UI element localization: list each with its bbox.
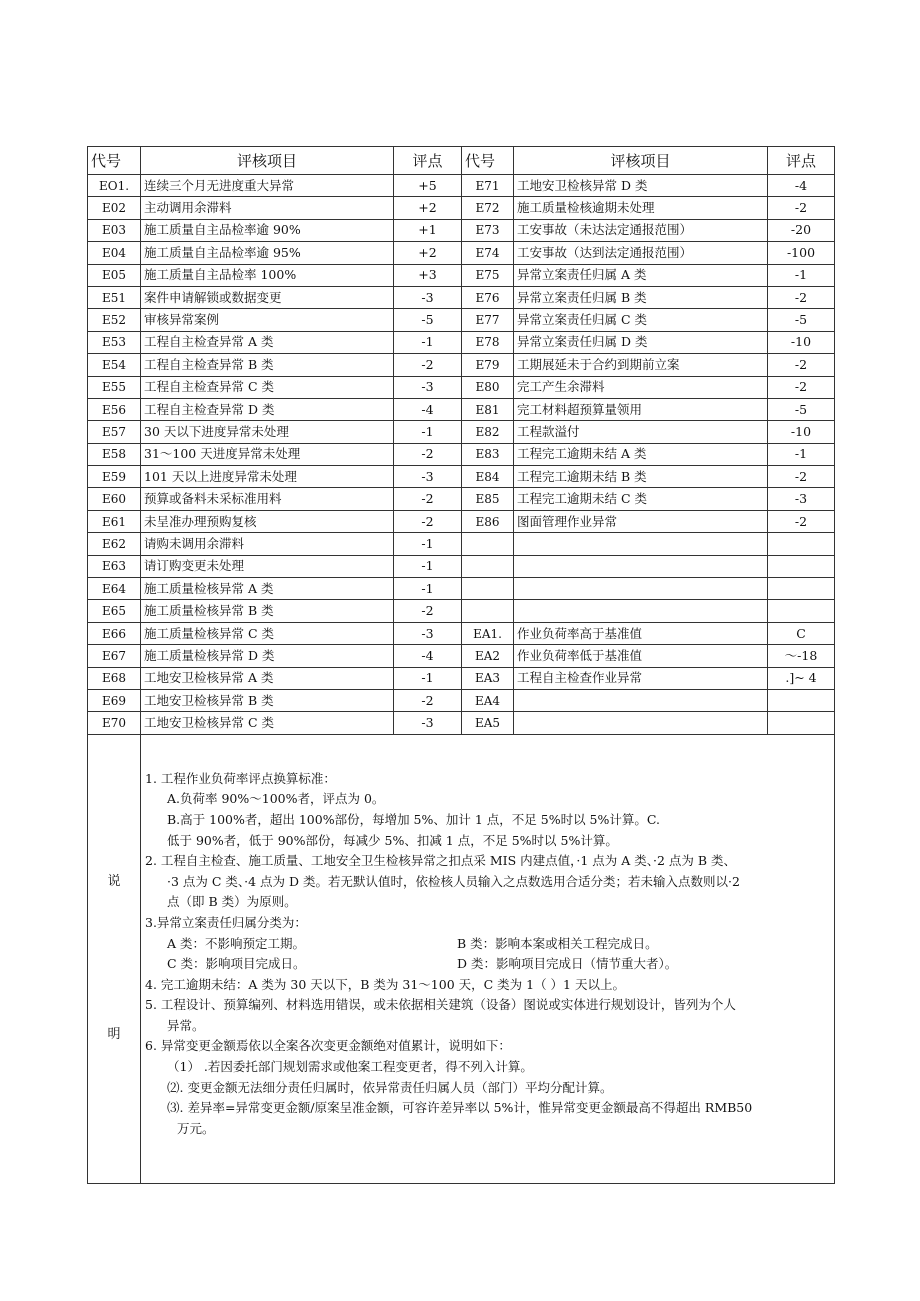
cell-item-right: 作业负荷率高于基准值 [514,622,768,644]
cell-code-right: E73 [462,219,514,241]
cell-code-right [462,578,514,600]
note-6d: 万元。 [177,1120,215,1136]
cell-code-right: E80 [462,376,514,398]
cell-item-left: 施工质量检核异常 A 类 [141,578,394,600]
table-row [88,667,835,689]
cell-score-left: -1 [394,421,462,443]
cell-item-left: 主动调用余滞料 [141,197,394,219]
cell-score-left: +2 [394,242,462,264]
cell-item-right: 异常立案责任归属 D 类 [514,331,768,353]
cell-code-right: E78 [462,331,514,353]
header-code-right: 代号 [462,147,514,175]
cell-score-right: -4 [768,175,835,197]
cell-score-right: -2 [768,466,835,488]
cell-score-left: -1 [394,667,462,689]
table-row [88,555,835,577]
cell-item-left: 未呈准办理预购复核 [141,510,394,532]
cell-code-left: E65 [88,600,141,622]
cell-code-left: E66 [88,622,141,644]
cell-item-left: 工地安卫检核异常 C 类 [141,712,394,734]
cell-score-right [768,578,835,600]
cell-item-right: 异常立案责任归属 B 类 [514,286,768,308]
cell-code-left: E70 [88,712,141,734]
cell-item-left: 请购未调用余滞料 [141,533,394,555]
cell-score-right: .]~ 4 [768,667,835,689]
cell-score-left: +2 [394,197,462,219]
cell-item-right: 工程自主检查作业异常 [514,667,768,689]
cell-score-left: -3 [394,376,462,398]
cell-score-left: -2 [394,510,462,532]
cell-item-right [514,578,768,600]
note-2: 2. 工程自主检查、施工质量、工地安全卫生检核异常之扣点采 MIS 内建点值，·1 点为 A 类、·2 点为 B 类、 [145,853,737,869]
cell-item-right: 工程完工逾期未结 B 类 [514,466,768,488]
table-row [88,443,835,465]
cell-code-right: E82 [462,421,514,443]
cell-score-left: -4 [394,645,462,667]
cell-item-right: 作业负荷率低于基准值 [514,645,768,667]
table-row [88,242,835,264]
cell-score-left: -1 [394,533,462,555]
table-row [88,600,835,622]
cell-code-right: E71 [462,175,514,197]
note-2c: 点（即 B 类）为原则。 [167,894,297,910]
cell-item-left: 预算或备料未采标准用料 [141,488,394,510]
cell-score-right: -100 [768,242,835,264]
header-item-right: 评核项目 [514,147,768,175]
table-row [88,488,835,510]
table-row [88,197,835,219]
cell-score-left: -2 [394,488,462,510]
cell-item-right: 工程完工逾期未结 A 类 [514,443,768,465]
cell-item-left: 31～100 天进度异常未处理 [141,443,394,465]
cell-score-right [768,533,835,555]
cell-item-left: 连续三个月无进度重大异常 [141,175,394,197]
note-6a: （1） .若因委托部门规划需求或他案工程变更者，得不列入计算。 [167,1059,533,1075]
cell-item-right: 工程完工逾期未结 C 类 [514,488,768,510]
note-2b: ·3 点为 C 类、·4 点为 D 类。若无默认值时，依检核人员输入之点数选用合适分类；若未输入点数则以·2 [167,873,740,889]
cell-score-left: -1 [394,578,462,600]
cell-item-right: 完工产生余滞料 [514,376,768,398]
evaluation-table [87,146,835,1184]
cell-score-left: -3 [394,622,462,644]
note-3: 3.异常立案责任归属分类为： [145,914,307,930]
cell-score-right [768,600,835,622]
cell-item-right: 图面管理作业异常 [514,510,768,532]
cell-score-right: -5 [768,309,835,331]
cell-item-left: 案件申请解锁或数据变更 [141,286,394,308]
cell-score-left: -2 [394,600,462,622]
cell-code-right: E85 [462,488,514,510]
cell-code-left: E04 [88,242,141,264]
cell-code-left: E55 [88,376,141,398]
cell-score-right: -5 [768,398,835,420]
cell-item-left: 工程自主检查异常 C 类 [141,376,394,398]
table-row [88,510,835,532]
table-row [88,533,835,555]
cell-score-right: -2 [768,354,835,376]
cell-code-right: E81 [462,398,514,420]
cell-code-right: EA5 [462,712,514,734]
cell-score-right: -10 [768,421,835,443]
cell-score-left: -2 [394,354,462,376]
cell-code-left: E02 [88,197,141,219]
cell-score-left: -1 [394,331,462,353]
cell-item-right [514,555,768,577]
cell-item-left: 请订购变更未处理 [141,555,394,577]
cell-score-right: -2 [768,197,835,219]
cell-code-right [462,600,514,622]
cell-code-left: E68 [88,667,141,689]
table-row [88,286,835,308]
cell-code-left: E67 [88,645,141,667]
table-row [88,712,835,734]
cell-code-left: E58 [88,443,141,465]
cell-score-left: -5 [394,309,462,331]
cell-code-left: E54 [88,354,141,376]
cell-code-right: E74 [462,242,514,264]
cell-item-right: 异常立案责任归属 A 类 [514,264,768,286]
cell-item-left: 施工质量检核异常 B 类 [141,600,394,622]
cell-code-right: E84 [462,466,514,488]
table-row [88,421,835,443]
cell-score-left: -2 [394,443,462,465]
table-row [88,331,835,353]
cell-code-left: E64 [88,578,141,600]
cell-item-left: 施工质量自主品检率逾 90% [141,219,394,241]
note-6: 6. 异常变更金额焉依以全案各次变更金额绝对值累计，说明如下： [145,1038,511,1054]
cell-code-left: E60 [88,488,141,510]
cell-score-right: -1 [768,443,835,465]
cell-score-left: +3 [394,264,462,286]
note-1b: B.高于 100%者，超出 100%部份，每增加 5%、加计 1 点，不足 5%时以 5%计算。C. [167,811,660,827]
cell-item-right [514,533,768,555]
note-3b-left: C 类：影响项目完成日。 [167,956,306,972]
cell-code-right: E79 [462,354,514,376]
cell-score-left: -3 [394,466,462,488]
cell-item-left: 工地安卫检核异常 A 类 [141,667,394,689]
cell-code-left: E69 [88,689,141,711]
cell-score-right: -3 [768,488,835,510]
cell-score-right [768,689,835,711]
table-row [88,264,835,286]
header-item-left: 评核项目 [141,147,394,175]
cell-code-right: E86 [462,510,514,532]
cell-score-right [768,555,835,577]
cell-code-right: E75 [462,264,514,286]
cell-code-left: E51 [88,286,141,308]
notes-side-label-top: 说 [107,873,121,889]
cell-code-right: EA4 [462,689,514,711]
cell-item-right: 完工材料超预算量领用 [514,398,768,420]
table-row [88,466,835,488]
notes-content [141,734,835,1183]
cell-code-right [462,555,514,577]
table-row [88,689,835,711]
cell-item-right [514,600,768,622]
cell-item-right: 工安事故（未达法定通报范围） [514,219,768,241]
cell-code-right: E72 [462,197,514,219]
cell-score-right: -1 [768,264,835,286]
cell-score-left: -3 [394,712,462,734]
cell-score-right: -20 [768,219,835,241]
note-3a-right: B 类：影响本案或相关工程完成日。 [457,935,658,951]
cell-code-right: E83 [462,443,514,465]
cell-item-right: 工地安卫检核异常 D 类 [514,175,768,197]
cell-item-left: 施工质量检核异常 C 类 [141,622,394,644]
cell-code-left: E62 [88,533,141,555]
table-row [88,645,835,667]
cell-item-left: 工程自主检查异常 A 类 [141,331,394,353]
cell-code-left: E57 [88,421,141,443]
cell-score-right: -10 [768,331,835,353]
cell-score-left: -2 [394,689,462,711]
cell-code-left: E59 [88,466,141,488]
table-row [88,376,835,398]
cell-item-left: 101 天以上进度异常未处理 [141,466,394,488]
note-4: 4. 完工逾期未结：A 类为 30 天以下，B 类为 31～100 天，C 类为 1（ ）1 天以上。 [145,976,625,992]
cell-code-right: EA3 [462,667,514,689]
cell-score-right: ～-18 [768,645,835,667]
cell-score-right: -2 [768,286,835,308]
notes-row [88,734,835,1183]
note-1a: A.负荷率 90%～100%者，评点为 0。 [167,791,385,807]
notes-side-label [88,734,141,1183]
cell-item-left: 审核异常案例 [141,309,394,331]
header-score-left: 评点 [394,147,462,175]
cell-code-right: EA1. [462,622,514,644]
cell-item-right: 异常立案责任归属 C 类 [514,309,768,331]
table-body [88,175,835,735]
table-row [88,578,835,600]
note-5b: 异常。 [167,1017,205,1033]
cell-item-right: 工程款溢付 [514,421,768,443]
cell-code-left: E03 [88,219,141,241]
header-code-left: 代号 [88,147,141,175]
note-6c: ⑶. 差异率=异常变更金额/原案呈准金额，可容许差异率以 5%计，惟异常变更金额最高不得超出 RMB50 [167,1100,753,1116]
cell-code-left: E56 [88,398,141,420]
note-1c: 低于 90%者，低于 90%部份，每减少 5%、扣减 1 点，不足 5%时以 5%计算。 [167,832,618,848]
table-row [88,219,835,241]
table-row [88,354,835,376]
cell-code-left: E61 [88,510,141,532]
note-6b: ⑵. 变更金额无法细分责任归属时，依异常责任归属人员（部门）平均分配计算。 [167,1079,613,1095]
table-header-row [88,147,835,175]
cell-item-left: 施工质量自主品检率逾 95% [141,242,394,264]
note-3-row-2 [145,954,830,975]
note-3-row-1 [145,934,830,955]
cell-code-right: E76 [462,286,514,308]
cell-code-right: EA2 [462,645,514,667]
cell-code-left: E53 [88,331,141,353]
cell-score-right [768,712,835,734]
cell-code-left: EO1. [88,175,141,197]
cell-item-left: 工地安卫检核异常 B 类 [141,689,394,711]
cell-code-right [462,533,514,555]
table-row [88,398,835,420]
note-3b-right: D 类：影响项目完成日（情节重大者）。 [457,956,678,972]
cell-code-left: E63 [88,555,141,577]
note-3a-left: A 类：不影响预定工期。 [167,935,306,951]
table-row [88,622,835,644]
cell-item-right [514,689,768,711]
cell-code-left: E05 [88,264,141,286]
cell-score-left: +5 [394,175,462,197]
header-score-right: 评点 [768,147,835,175]
cell-item-right [514,712,768,734]
cell-item-left: 施工质量检核异常 D 类 [141,645,394,667]
table-row [88,175,835,197]
cell-score-left: +1 [394,219,462,241]
cell-code-left: E52 [88,309,141,331]
cell-item-right: 工安事故（达到法定通报范围） [514,242,768,264]
cell-score-right: C [768,622,835,644]
note-1: 1. 工程作业负荷率评点换算标准： [145,770,336,786]
cell-score-right: -2 [768,376,835,398]
table-row [88,309,835,331]
cell-item-right: 工期展延未于合约到期前立案 [514,354,768,376]
notes-side-label-bottom: 明 [107,1026,121,1042]
cell-score-left: -1 [394,555,462,577]
cell-item-left: 30 天以下进度异常未处理 [141,421,394,443]
cell-item-left: 工程自主检查异常 B 类 [141,354,394,376]
note-5: 5. 工程设计、预算编列、材料选用错误，或未依据相关建筑（设备）图说或实体进行规划设计，皆列为个人 [145,997,736,1013]
cell-code-right: E77 [462,309,514,331]
cell-score-left: -3 [394,286,462,308]
cell-score-left: -4 [394,398,462,420]
cell-item-right: 施工质量检核逾期未处理 [514,197,768,219]
cell-item-left: 施工质量自主品检率 100% [141,264,394,286]
cell-score-right: -2 [768,510,835,532]
cell-item-left: 工程自主检查异常 D 类 [141,398,394,420]
